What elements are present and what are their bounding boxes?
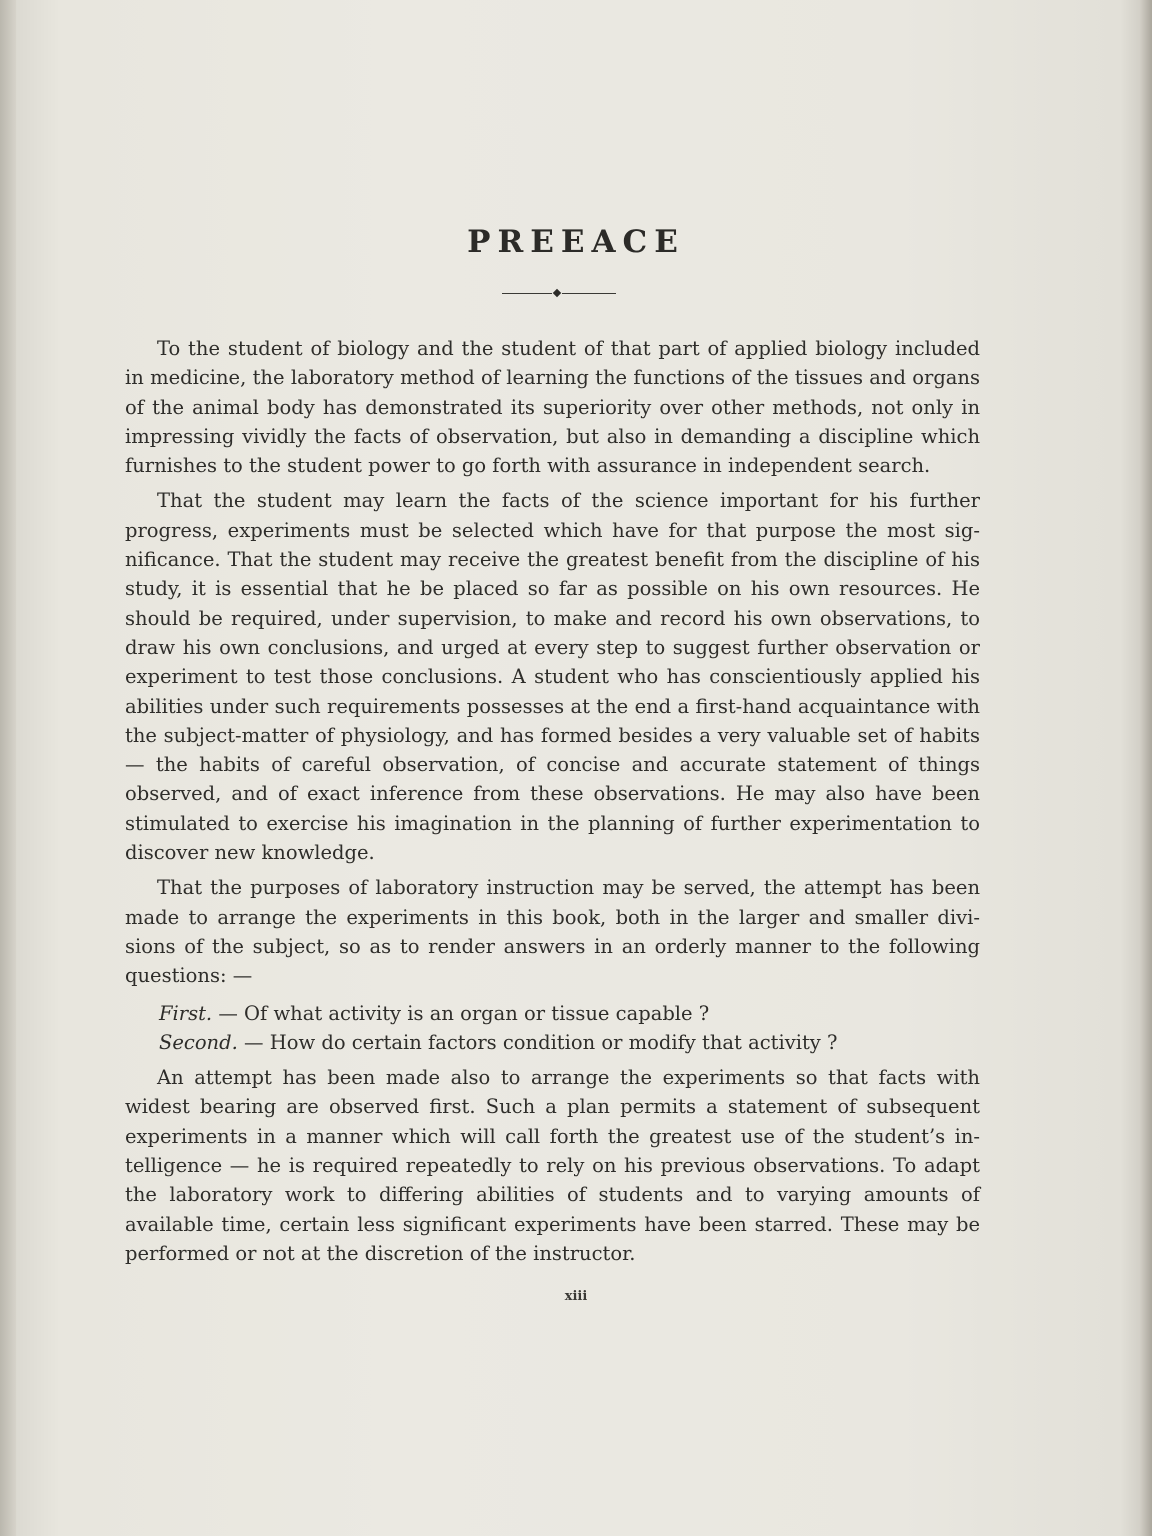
question-text: — Of what activity is an organ or tissue capable ? xyxy=(212,1001,710,1025)
paragraph: That the purposes of laboratory instruction may be served, the attempt has been made to arrange the experiments in this book, both in the larger and smaller divisions of the subject, so as to render answers in an orderly manner to the following questions: — xyxy=(125,876,980,988)
question-label: Second. xyxy=(159,1030,238,1054)
ornament-right-rule xyxy=(562,293,616,294)
preface-body xyxy=(125,334,980,1268)
question-item-second xyxy=(125,1028,980,1057)
question-text: — How do certain factors condition or modify that activity ? xyxy=(237,1030,838,1054)
ornament-left-rule xyxy=(502,293,552,294)
question-item-first xyxy=(125,999,980,1028)
page-title: PREEACE xyxy=(467,224,685,260)
question-label: First. xyxy=(159,1001,213,1025)
paragraph: That the student may learn the facts of the science important for his further progress, experiments must be selected which have for that purpose the most significance. That the student may receive the greatest benefit from the discipline of his study, it is essential that he be placed so far as possible on his own resources. He should be required, under supervision, to make and record his own observations, to draw his own conclusions, and urged at every step to suggest further observation or experiment to test those conclusions. A student who has conscientiously applied his abilities under such requirements possesses at the end a first-hand acquaintance with the subject-matter of physiology, and has formed besides a very valuable set of habits — the habits of careful observation, of concise and accurate statement of things observed, and of exact inference from these observations. He may also have been stimulated to exercise his imagination in the planning of further experimentation to discover new knowledge. xyxy=(125,489,980,865)
paragraph: To the student of biology and the student of that part of applied biology included in medicine, the laboratory method of learning the functions of the tissues and organs of the animal body has demonstrated its superiority over other methods, not only in impressing vividly the facts of observation, but also in demanding a discipline which furnishes to the student power to go forth with assurance in independent search. xyxy=(125,337,980,478)
title-ornament-divider xyxy=(502,291,616,297)
paragraph: An attempt has been made also to arrange the experiments so that facts with widest bearing are observed first. Such a plan permits a statement of subsequent experiments in a manner which will call forth the greatest use of the student’s intelligence — he is required repeatedly to rely on his previous observations. To adapt the laboratory work to differing abilities of students and to varying amounts of available time, certain less significant experiments have been starred. These may be performed or not at the discretion of the instructor. xyxy=(125,1066,980,1265)
page-number: xiii xyxy=(564,1289,588,1304)
ornament-diamond-icon xyxy=(553,289,561,297)
